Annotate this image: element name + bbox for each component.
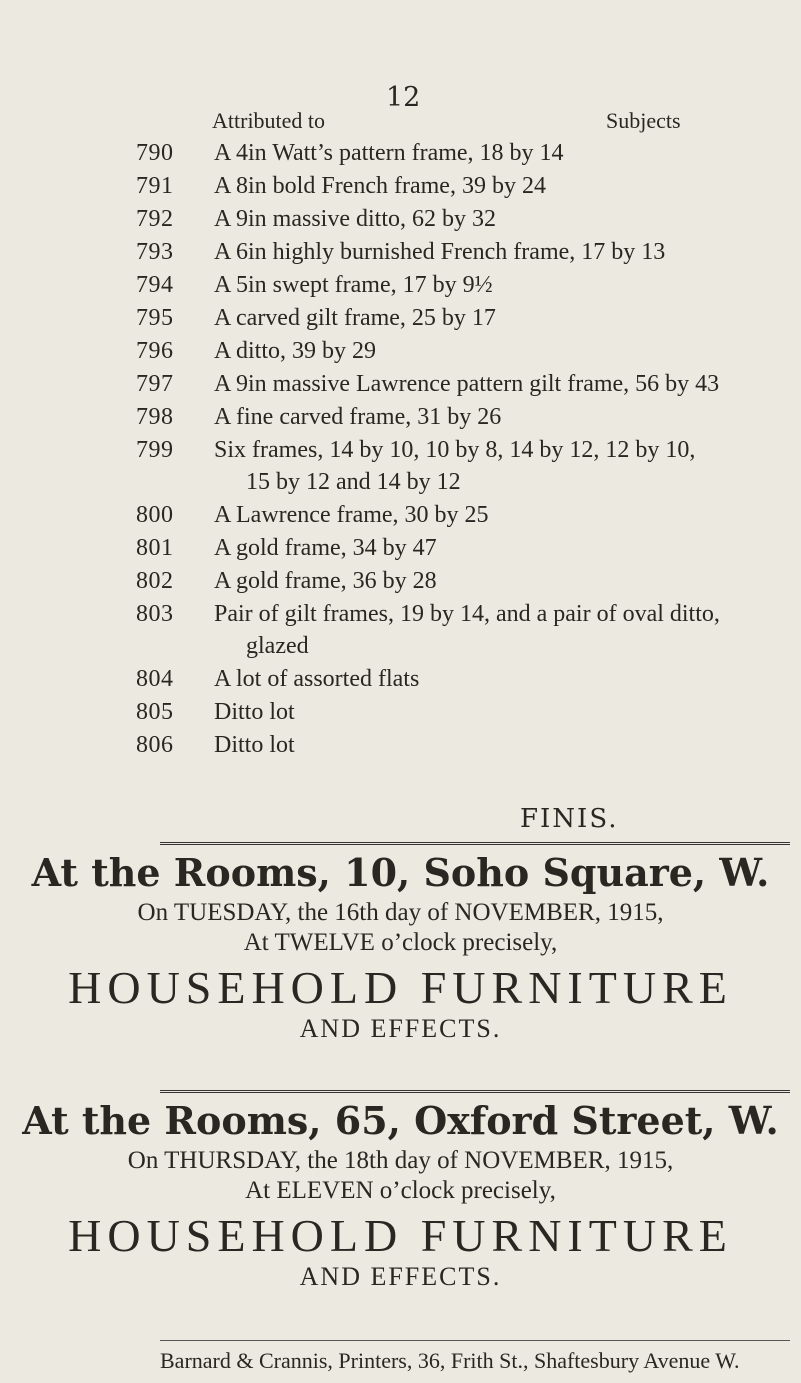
lot-number: 794 <box>136 272 174 298</box>
sale-date: On THURSDAY, the 18th day of NOVEMBER, 1915, <box>127 1147 674 1174</box>
lot-description-continued: 15 by 12 and 14 by 12 <box>246 469 461 495</box>
lot-item <box>0 140 801 173</box>
sale-notice-soho <box>0 850 801 1044</box>
lot-item <box>0 437 801 502</box>
lot-description: A carved gilt frame, 25 by 17 <box>214 305 496 331</box>
lot-item <box>0 601 801 666</box>
sale-subheading: AND EFFECTS. <box>299 1262 502 1291</box>
lot-number: 803 <box>136 601 174 627</box>
lot-description-continued: glazed <box>246 633 309 659</box>
lot-number: 805 <box>136 699 174 725</box>
lot-item <box>0 699 801 732</box>
lot-description: A 6in highly burnished French frame, 17 by 13 <box>214 239 666 265</box>
lot-number: 792 <box>136 206 174 232</box>
lot-description: A 9in massive Lawrence pattern gilt frame, 56 by 43 <box>214 371 720 397</box>
lot-description: A fine carved frame, 31 by 26 <box>214 404 502 430</box>
lot-number: 791 <box>136 173 174 199</box>
divider <box>160 1090 790 1093</box>
divider <box>160 1340 790 1341</box>
lot-description: Ditto lot <box>214 699 295 725</box>
lot-number: 799 <box>136 437 174 463</box>
lot-description: A Lawrence frame, 30 by 25 <box>214 502 489 528</box>
column-header-attributed: Attributed to <box>212 108 326 133</box>
lot-item <box>0 404 801 437</box>
lot-description: A gold frame, 36 by 28 <box>214 568 437 594</box>
lot-description: A lot of assorted flats <box>214 666 420 692</box>
lot-number: 797 <box>136 371 174 397</box>
lot-description: Pair of gilt frames, 19 by 14, and a pair of oval ditto, <box>214 601 720 627</box>
sale-time: At ELEVEN o’clock precisely, <box>245 1177 556 1204</box>
sale-venue: At the Rooms, 65, Oxford Street, W. <box>22 1098 779 1143</box>
lot-description: A 8in bold French frame, 39 by 24 <box>214 173 546 199</box>
sale-notice-oxford <box>0 1098 801 1292</box>
lot-number: 796 <box>136 338 174 364</box>
sale-time: At TWELVE o’clock precisely, <box>243 929 558 956</box>
lot-item <box>0 173 801 206</box>
lot-list <box>0 140 801 765</box>
lot-description: A 5in swept frame, 17 by 9½ <box>214 272 493 298</box>
column-header-subjects: Subjects <box>606 108 681 133</box>
lot-description: A 9in massive ditto, 62 by 32 <box>214 206 496 232</box>
lot-number: 801 <box>136 535 174 561</box>
sale-venue: At the Rooms, 10, Soho Square, W. <box>31 850 770 895</box>
lot-number: 790 <box>136 140 174 166</box>
divider <box>160 842 790 845</box>
sale-date: On TUESDAY, the 16th day of NOVEMBER, 1915, <box>137 899 664 926</box>
lot-item <box>0 568 801 601</box>
lot-item <box>0 535 801 568</box>
lot-number: 798 <box>136 404 174 430</box>
lot-item <box>0 206 801 239</box>
sale-headline: HOUSEHOLD FURNITURE <box>68 1210 733 1261</box>
printer-imprint: Barnard & Crannis, Printers, 36, Frith St., Shaftesbury Avenue W. <box>160 1348 740 1373</box>
lot-item <box>0 371 801 404</box>
lot-item <box>0 338 801 371</box>
lot-number: 804 <box>136 666 174 692</box>
lot-description: Six frames, 14 by 10, 10 by 8, 14 by 12, 12 by 10, <box>214 437 696 463</box>
lot-number: 802 <box>136 568 174 594</box>
lot-item <box>0 239 801 272</box>
lot-number: 795 <box>136 305 174 331</box>
lot-item <box>0 502 801 535</box>
page-number: 12 <box>386 82 421 113</box>
sale-subheading: AND EFFECTS. <box>299 1014 502 1043</box>
lot-description: A ditto, 39 by 29 <box>214 338 377 364</box>
lot-item <box>0 272 801 305</box>
lot-description: A 4in Watt’s pattern frame, 18 by 14 <box>214 140 564 166</box>
finis-label: FINIS. <box>520 804 619 834</box>
lot-number: 800 <box>136 502 174 528</box>
lot-description: Ditto lot <box>214 732 295 758</box>
sale-headline: HOUSEHOLD FURNITURE <box>68 962 733 1013</box>
lot-number: 793 <box>136 239 174 265</box>
lot-item <box>0 732 801 765</box>
lot-description: A gold frame, 34 by 47 <box>214 535 437 561</box>
lot-item <box>0 305 801 338</box>
lot-item <box>0 666 801 699</box>
lot-number: 806 <box>136 732 174 758</box>
